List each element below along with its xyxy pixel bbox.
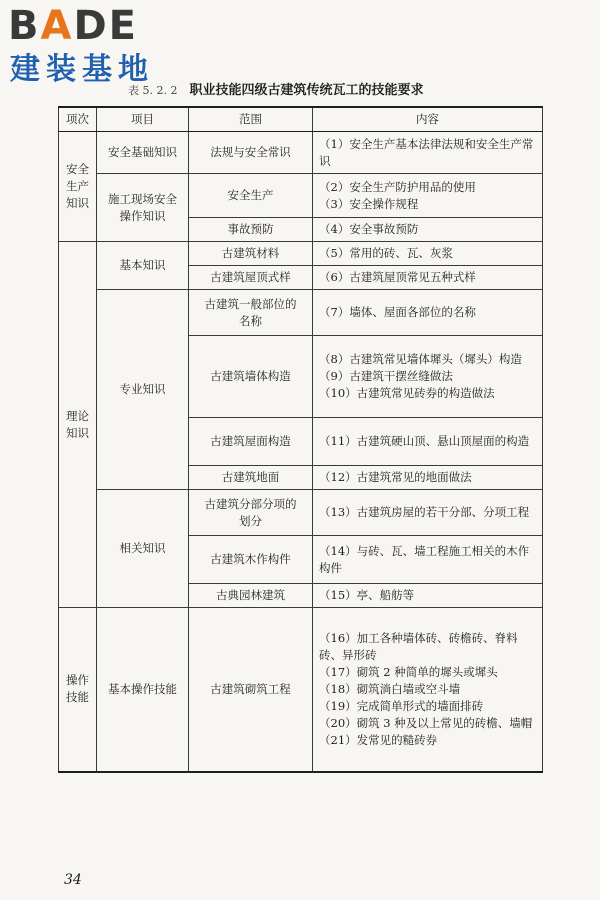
content-item: （9）古建筑干摆丝缝做法 [319, 369, 453, 383]
table-row [59, 608, 543, 772]
range-cell [189, 584, 313, 608]
content-item: （5）常用的砖、瓦、灰浆 [319, 246, 453, 260]
content-cell [313, 290, 543, 336]
table-row [59, 132, 543, 174]
project-label: 专业知识 [119, 382, 166, 396]
content-item: （18）砌筑淌白墙或空斗墙 [319, 681, 461, 696]
category-label: 技能 [66, 690, 89, 705]
logo-letter-d: D [73, 3, 109, 49]
category-cell [59, 608, 97, 772]
project-label: 安全基础知识 [108, 145, 177, 159]
content-cell [313, 336, 543, 418]
table-row [59, 290, 543, 336]
range-label: 安全生产 [227, 188, 274, 202]
project-cell [97, 608, 189, 772]
content-item: （20）砌筑 3 种及以上常见的砖檐、墙帽 [319, 715, 533, 730]
range-label: 划分 [239, 513, 262, 528]
range-cell [189, 132, 313, 174]
table-caption [128, 82, 424, 100]
project-cell [97, 132, 189, 174]
content-cell [313, 242, 543, 266]
content-item: （1）安全生产基本法律法规和安全生产常识 [319, 136, 534, 168]
table-row [59, 174, 543, 218]
content-cell [313, 132, 543, 174]
content-item: （10）古建筑常见砖券的构造做法 [319, 386, 495, 400]
range-cell [189, 536, 313, 584]
content-item: （11）古建筑硬山顶、悬山顶屋面的构造 [319, 434, 530, 448]
range-cell [189, 242, 313, 266]
range-label: 古建筑木作构件 [210, 552, 291, 566]
project-cell [97, 290, 189, 490]
range-cell [189, 266, 313, 290]
range-cell [189, 418, 313, 466]
content-cell [313, 174, 543, 218]
content-item: （6）古建筑屋顶常见五种式样 [319, 270, 476, 284]
range-label: 古建筑材料 [221, 246, 280, 260]
range-label: 古典园林建筑 [216, 588, 285, 602]
project-cell [97, 490, 189, 608]
range-cell [189, 490, 313, 536]
range-cell [189, 218, 313, 242]
content-item: （17）砌筑 2 种简单的墀头或墀头 [319, 664, 498, 679]
content-cell [313, 584, 543, 608]
table-number: 表 5. 2. 2 [128, 84, 178, 97]
range-cell [189, 174, 313, 218]
content-item: （16）加工各种墙体砖、砖檐砖、脊料砖、异形砖 [319, 630, 518, 662]
content-cell [313, 418, 543, 466]
range-label: 古建筑屋顶式样 [210, 270, 291, 284]
bade-logo [8, 4, 178, 94]
content-cell [313, 266, 543, 290]
logo-letter-e: E [108, 3, 138, 49]
content-item: （21）发常见的糙砖券 [319, 732, 438, 747]
category-cell [59, 132, 97, 242]
content-item: （14）与砖、瓦、墙工程施工相关的木作构件 [319, 543, 530, 575]
content-cell [313, 490, 543, 536]
content-cell [313, 466, 543, 490]
header-cell: 范围 [189, 107, 313, 132]
content-item: （3）安全操作规程 [319, 196, 419, 211]
category-label: 知识 [66, 196, 89, 210]
table-body [59, 132, 543, 772]
table-title: 职业技能四级古建筑传统瓦工的技能要求 [189, 83, 424, 98]
content-item: （7）墙体、屋面各部位的名称 [319, 305, 476, 319]
range-label: 名称 [239, 313, 262, 328]
content-item: （2）安全生产防护用品的使用 [319, 179, 476, 194]
project-cell [97, 174, 189, 242]
table-header-row [59, 107, 543, 132]
range-label: 古建筑一般部位的 [204, 296, 297, 311]
category-label: 安全 [66, 162, 89, 176]
category-label: 生产 [66, 179, 89, 193]
page-number: 34 [64, 872, 82, 888]
category-label: 操作 [66, 673, 89, 688]
range-cell [189, 336, 313, 418]
project-label: 基本知识 [119, 258, 166, 272]
logo-subtitle: 建装基地 [10, 52, 154, 87]
logo-letter-a: A [40, 3, 74, 49]
content-item: （19）完成简单形式的墙面排砖 [319, 698, 484, 713]
range-label: 古建筑分部分项的 [204, 496, 297, 511]
range-label: 古建筑砌筑工程 [210, 681, 291, 696]
table-row [59, 242, 543, 266]
content-item: （13）古建筑房屋的若干分部、分项工程 [319, 505, 530, 519]
category-label: 理论 [66, 408, 89, 423]
logo-letter-b: B [8, 3, 41, 49]
content-item: （15）亭、船舫等 [319, 588, 415, 602]
range-label: 法规与安全常识 [210, 145, 291, 159]
content-item: （8）古建筑常见墙体墀头（墀头）构造 [319, 352, 522, 366]
project-label: 相关知识 [119, 541, 166, 555]
project-label: 基本操作技能 [108, 681, 177, 696]
logo-wordmark [8, 4, 138, 48]
category-cell [59, 242, 97, 608]
category-label: 知识 [66, 425, 89, 440]
content-cell [313, 608, 543, 772]
table-row [59, 490, 543, 536]
range-cell [189, 608, 313, 772]
range-cell [189, 290, 313, 336]
range-label: 古建筑屋面构造 [210, 434, 291, 448]
project-label: 施工现场安全 [108, 191, 177, 206]
content-cell [313, 536, 543, 584]
range-cell [189, 466, 313, 490]
project-label: 操作知识 [119, 208, 166, 223]
content-item: （12）古建筑常见的地面做法 [319, 470, 472, 484]
range-label: 古建筑地面 [221, 470, 280, 484]
header-cell: 项目 [97, 107, 189, 132]
skill-requirements-table [58, 106, 543, 773]
content-item: （4）安全事故预防 [319, 222, 419, 236]
range-label: 古建筑墙体构造 [210, 369, 291, 383]
header-cell: 内容 [313, 107, 543, 132]
content-cell [313, 218, 543, 242]
project-cell [97, 242, 189, 290]
header-cell: 项次 [59, 107, 97, 132]
range-label: 事故预防 [227, 222, 274, 236]
